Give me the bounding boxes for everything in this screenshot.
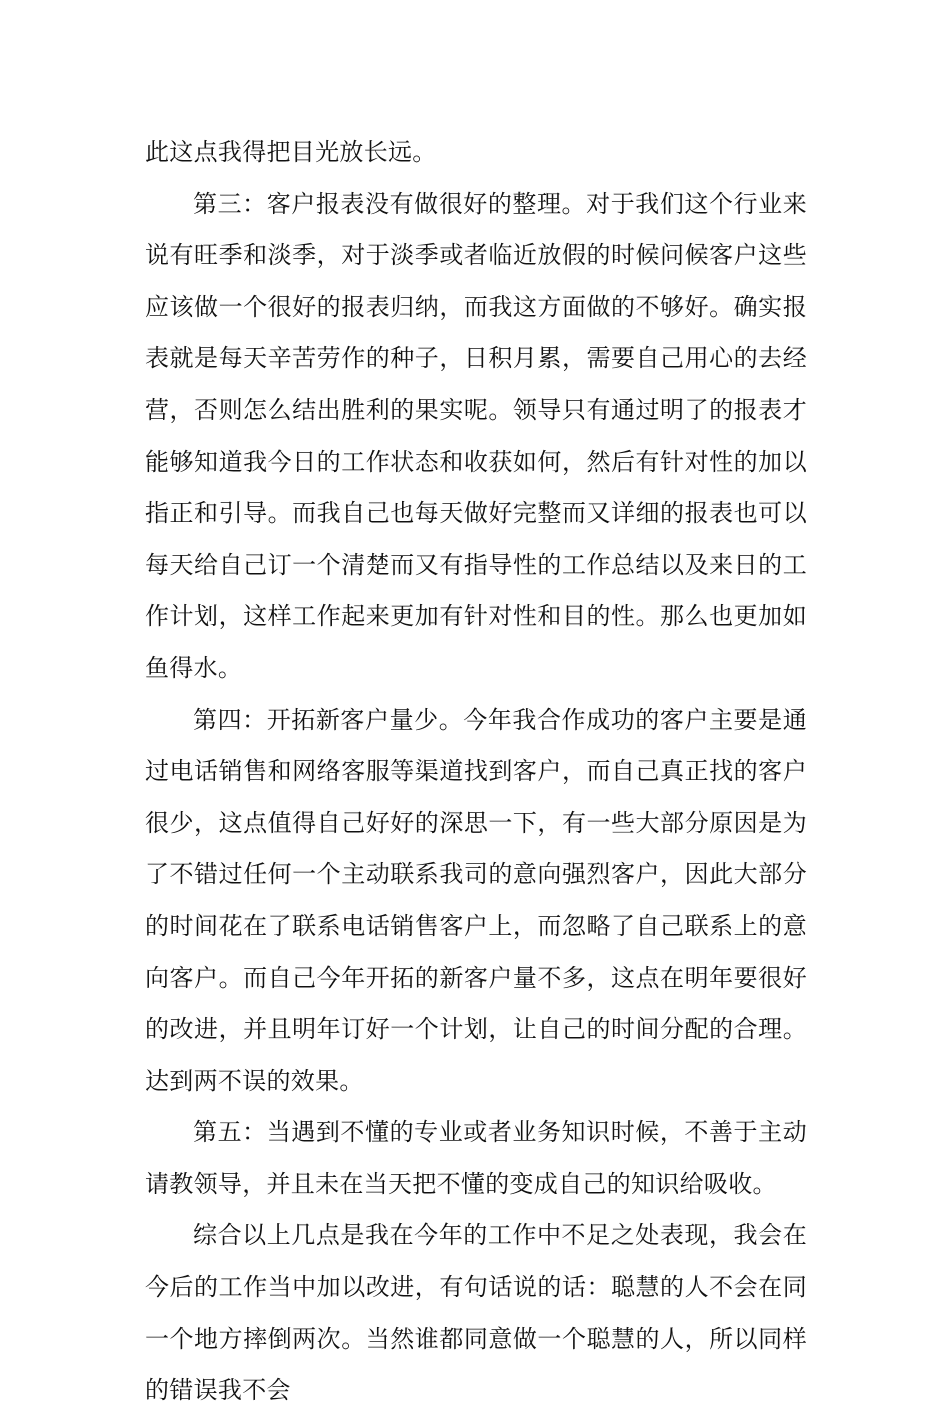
paragraph-point-five: 第五：当遇到不懂的专业或者业务知识时候，不善于主动请教领导，并且未在当天把不懂的变成自己的知识给吸收。 (145, 1118, 807, 1198)
paragraph-continuation: 此这点我得把目光放长远。 (145, 138, 437, 166)
document-body (145, 127, 807, 1417)
paragraph-point-three: 第三：客户报表没有做很好的整理。对于我们这个行业来说有旺季和淡季，对于淡季或者临近放假的时候问候客户这些应该做一个很好的报表归纳，而我这方面做的不够好。确实报表就是每天辛苦劳作的种子，日积月累，需要自己用心的去经营，否则怎么结出胜利的果实呢。领导只有通过明了的报表才能够知道我今日的工作状态和收获如何，然后有针对性的加以指正和引导。而我自己也每天做好完整而又详细的报表也可以每天给自己订一个清楚而又有指导性的工作总结以及来日的工作计划，这样工作起来更加有针对性和目的性。那么也更加如鱼得水。 (145, 189, 807, 682)
paragraph-point-four: 第四：开拓新客户量少。今年我合作成功的客户主要是通过电话销售和网络客服等渠道找到客户，而自己真正找的客户很少，这点值得自己好好的深思一下，有一些大部分原因是为了不错过任何一个主动联系我司的意向强烈客户，因此大部分的时间花在了联系电话销售客户上，而忽略了自己联系上的意向客户。而自己今年开拓的新客户量不多，这点在明年要很好的改进，并且明年订好一个计划，让自己的时间分配的合理。达到两不误的效果。 (145, 705, 807, 1095)
paragraph-summary: 综合以上几点是我在今年的工作中不足之处表现，我会在今后的工作当中加以改进，有句话说的话：聪慧的人不会在同一个地方摔倒两次。当然谁都同意做一个聪慧的人，所以同样的错误我不会 (145, 1221, 807, 1405)
